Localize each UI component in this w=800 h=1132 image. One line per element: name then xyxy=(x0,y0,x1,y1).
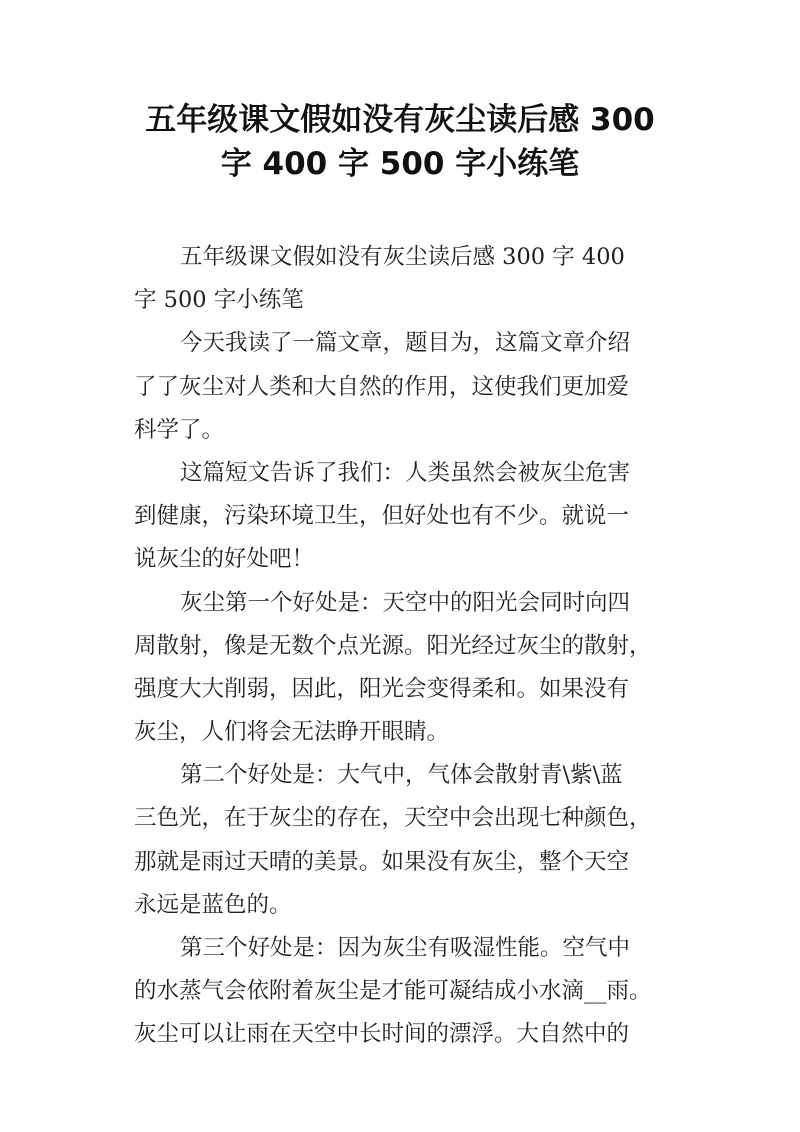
body-line: 灰尘第一个好处是：天空中的阳光会同时向四 xyxy=(180,589,631,616)
document-title-line-2: 字 400 字 500 字小练笔 xyxy=(220,146,580,182)
body-line: 第三个好处是：因为灰尘有吸湿性能。空气中 xyxy=(180,935,631,961)
body-line: 三色光，在于灰尘的存在，天空中会出现七种颜色， xyxy=(134,805,652,832)
body-line: 灰尘，人们将会无法睁开眼睛。 xyxy=(134,719,450,746)
body-line: 到健康，污染环境卫生，但好处也有不少。就说一 xyxy=(134,503,630,530)
body-line: 的水蒸气会依附着灰尘是才能可凝结成小水滴__雨。 xyxy=(134,978,652,1005)
body-line: 说灰尘的好处吧！ xyxy=(134,546,315,573)
document-body xyxy=(134,236,674,1057)
body-line: 这篇短文告诉了我们：人类虽然会被灰尘危害 xyxy=(180,459,631,486)
body-line: 灰尘可以让雨在天空中长时间的漂浮。大自然中的 xyxy=(134,1021,630,1048)
body-line: 第二个好处是：大气中，气体会散射青\紫\蓝 xyxy=(180,762,623,789)
body-line: 五年级课文假如没有灰尘读后感 300 字 400 xyxy=(180,244,625,270)
body-line: 周散射，像是无数个点光源。阳光经过灰尘的散射， xyxy=(134,632,652,659)
body-line: 永远是蓝色的。 xyxy=(134,891,292,918)
body-line: 今天我读了一篇文章，题目为，这篇文章介绍 xyxy=(180,330,631,357)
body-line: 了了灰尘对人类和大自然的作用，这使我们更加爱 xyxy=(134,373,630,400)
document-title-line-1: 五年级课文假如没有灰尘读后感 300 xyxy=(145,102,655,138)
body-line: 那就是雨过天晴的美景。如果没有灰尘，整个天空 xyxy=(134,848,630,875)
body-line: 强度大大削弱，因此，阳光会变得柔和。如果没有 xyxy=(134,675,630,702)
body-line: 科学了。 xyxy=(134,416,225,443)
body-line: 字 500 字小练笔 xyxy=(134,287,304,314)
